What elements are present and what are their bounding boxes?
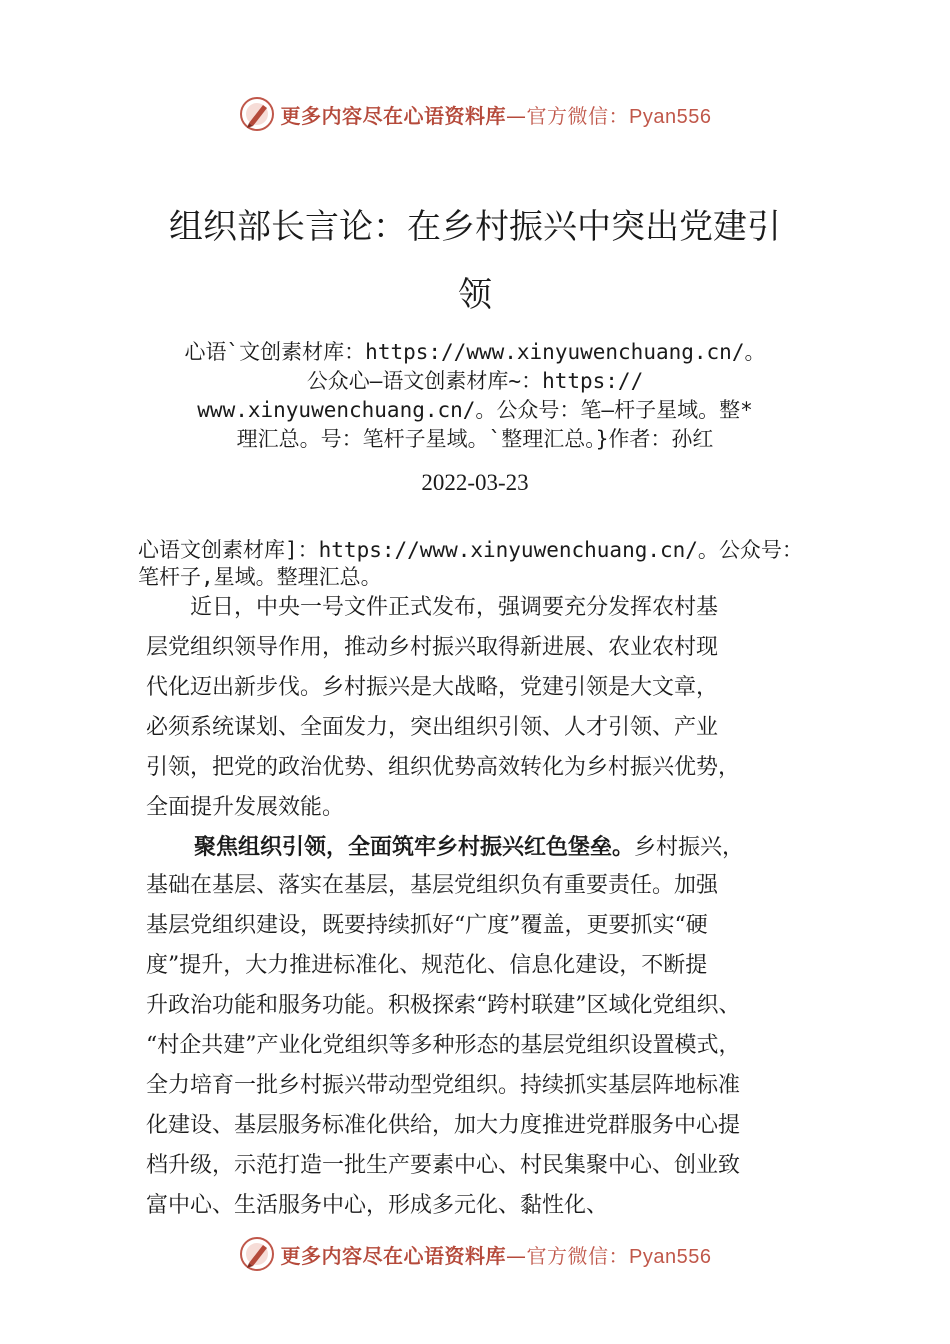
paragraph-2-line: 升政治功能和服务功能。积极探索“跨村联建”区域化党组织、 — [146, 993, 741, 1018]
watermark-wechat-id: Pyan556 — [629, 105, 712, 128]
paragraph-1-line: 层党组织领导作用，推动乡村振兴取得新进展、农业农村现 — [146, 635, 719, 660]
header-watermark — [0, 92, 950, 136]
paragraph-1-line: 引领，把党的政治优势、组织优势高效转化为乡村振兴优势， — [146, 755, 741, 780]
watermark-brand: 更多内容尽在心语资料库 — [280, 103, 507, 128]
intro-line: 心语文创素材库]：https://www.xinyuwenchuang.cn/。公众号： — [138, 538, 803, 562]
paragraph-1-line: 近日，中央一号文件正式发布，强调要充分发挥农村基 — [146, 595, 719, 620]
paragraph-2-first-rest: 乡村振兴， — [634, 835, 745, 860]
paragraph-2-line: 基层党组织建设，既要持续抓好“广度”覆盖，更要抓实“硬 — [146, 913, 708, 938]
intro-line: 笔杆子,星域。整理汇总。 — [138, 565, 382, 589]
paragraph-2-first-line — [194, 828, 744, 868]
paragraph-2-line: 度”提升，大力推进标准化、规范化、信息化建设，不断提 — [146, 953, 708, 978]
watermark-label: 官方微信： — [526, 1243, 630, 1268]
source-line: 心语`文创素材库：https://www.xinyuwenchuang.cn/。 — [184, 340, 766, 364]
watermark-brand: 更多内容尽在心语资料库 — [280, 1243, 507, 1268]
publish-date: 2022-03-23 — [421, 470, 529, 495]
paragraph-2-lead-heading: 聚焦组织引领，全面筑牢乡村振兴红色堡垒。 — [194, 835, 635, 860]
pen-logo-icon — [239, 1236, 275, 1272]
watermark-wechat-id: Pyan556 — [629, 1245, 712, 1268]
paragraph-1-line: 全面提升发展效能。 — [146, 795, 345, 820]
document-title-line-2: 领 — [458, 275, 492, 315]
document-title-line-1: 组织部长言论：在乡村振兴中突出党建引 — [169, 207, 781, 247]
paragraph-2-line: 档升级，示范打造一批生产要素中心、村民集聚中心、创业致 — [146, 1153, 741, 1178]
watermark-text — [281, 100, 712, 129]
watermark-separator: — — [506, 1243, 527, 1268]
watermark-text — [281, 1240, 712, 1269]
paragraph-2-line: 富中心、生活服务中心，形成多元化、黏性化、 — [146, 1193, 609, 1218]
paragraph-2-line: 基础在基层、落实在基层，基层党组织负有重要责任。加强 — [146, 873, 719, 898]
paragraph-2-line: 化建设、基层服务标准化供给，加大力度推进党群服务中心提 — [146, 1113, 741, 1138]
paragraph-2-line: 全力培育一批乡村振兴带动型党组织。持续抓实基层阵地标准 — [146, 1073, 741, 1098]
watermark-separator: — — [506, 103, 527, 128]
footer-watermark — [0, 1232, 950, 1276]
source-line: 公众心—语文创素材库~：https:// — [306, 369, 644, 393]
pen-logo-icon — [239, 96, 275, 132]
paragraph-2-line: “村企共建”产业化党组织等多种形态的基层党组织设置模式， — [146, 1033, 741, 1058]
source-line: www.xinyuwenchuang.cn/。公众号：笔—杆子星域。整* — [197, 398, 753, 422]
watermark-label: 官方微信： — [526, 103, 630, 128]
paragraph-1-line: 代化迈出新步伐。乡村振兴是大战略，党建引领是大文章， — [146, 675, 719, 700]
paragraph-1-line: 必须系统谋划、全面发力，突出组织引领、人才引领、产业 — [146, 715, 719, 740]
source-line: 理汇总。号：笔杆子星域。`整理汇总。}作者：孙红 — [236, 427, 714, 451]
